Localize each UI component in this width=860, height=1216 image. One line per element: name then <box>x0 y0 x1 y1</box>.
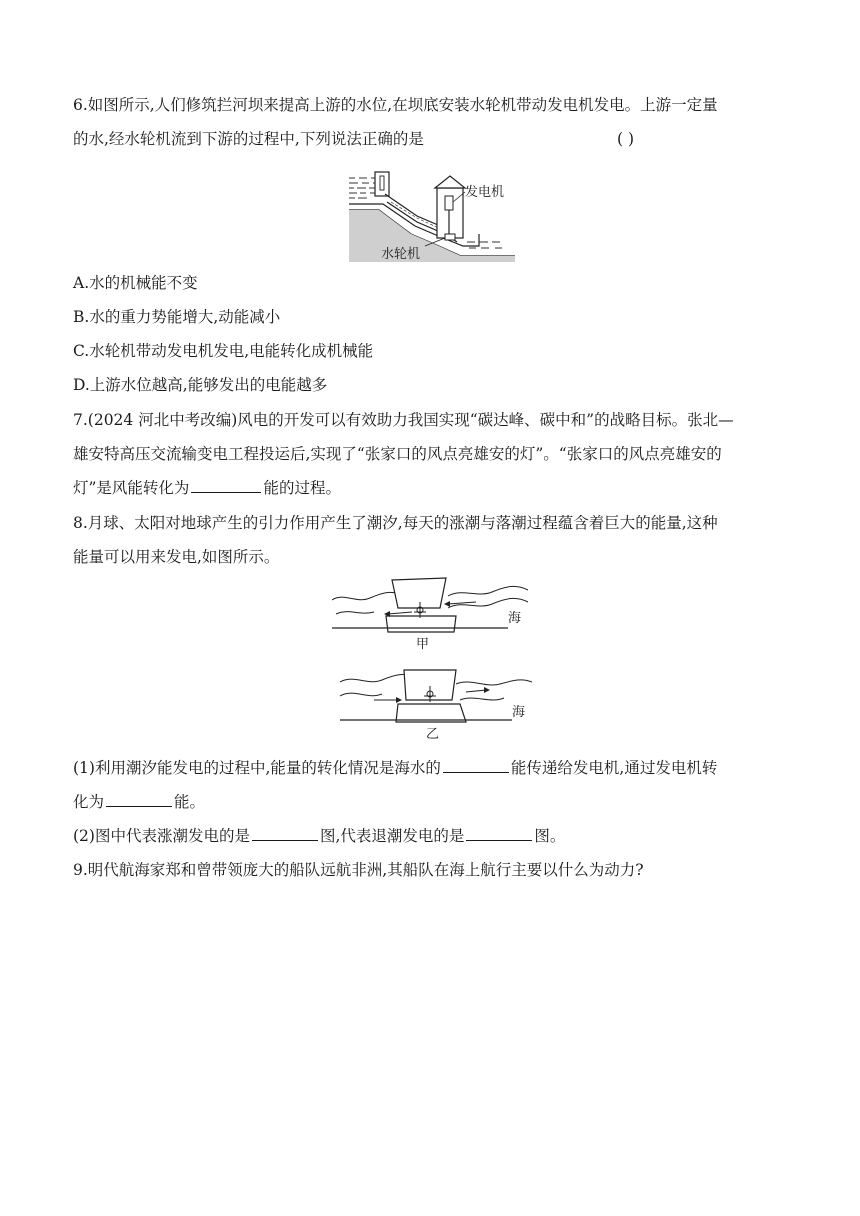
q6-option-d: D.上游水位越高,能够发出的电能越多 <box>73 376 328 394</box>
q8-sub2-blank2[interactable] <box>466 826 532 841</box>
q7-stem-line1: 7.(2024 河北中考改编)风电的开发可以有效助力我国实现“碳达峰、碳中和”的战略目标。张北— <box>73 411 734 429</box>
dam-diagram <box>345 166 517 264</box>
q8-sub2-prefix: (2)图中代表涨潮发电的是 <box>73 827 250 845</box>
q8-sub2-blank1[interactable] <box>252 826 318 841</box>
sea-label-a: 海 <box>508 611 522 626</box>
q7-stem-line2: 雄安特高压交流输变电工程投运后,实现了“张家口的风点亮雄安的灯”。“张家口的风点亮雄安的 <box>73 445 722 463</box>
q8-sub2-suffix: 图。 <box>534 827 566 845</box>
q8-sub1-blank2[interactable] <box>106 792 172 807</box>
q7-line3-prefix: 灯”是风能转化为 <box>73 479 190 497</box>
turbine-label: 水轮机 <box>381 247 421 262</box>
q6-option-c: C.水轮机带动发电机发电,电能转化成机械能 <box>73 342 374 360</box>
q8-sub1-line2-prefix: 化为 <box>73 793 105 811</box>
q8-sub2-middle: 图,代表退潮发电的是 <box>319 827 465 845</box>
sea-label-b: 海 <box>512 705 526 720</box>
q7-stem-line3 <box>73 478 341 498</box>
q8-sub1-blank1[interactable] <box>443 758 509 773</box>
tidal-diagram-b <box>336 664 536 742</box>
q8-stem-line2: 能量可以用来发电,如图所示。 <box>73 548 280 566</box>
q9-stem: 9.明代航海家郑和曾带领庞大的船队远航非洲,其船队在海上航行主要以什么为动力? <box>73 861 644 879</box>
q8-stem-line1: 8.月球、太阳对地球产生的引力作用产生了潮汐,每天的涨潮与落潮过程蕴含着巨大的能量,这种 <box>73 514 718 532</box>
q6-stem-line2: 的水,经水轮机流到下游的过程中,下列说法正确的是 <box>73 130 424 148</box>
q6-stem-line1: 6.如图所示,人们修筑拦河坝来提高上游的水位,在坝底安装水轮机带动发电机发电。上游一定量 <box>73 96 718 114</box>
q8-sub1-prefix: (1)利用潮汐能发电的过程中,能量的转化情况是海水的 <box>73 759 441 777</box>
answer-parentheses: ( ) <box>617 130 635 148</box>
q6-option-b: B.水的重力势能增大,动能减小 <box>73 308 281 326</box>
generator-label: 发电机 <box>465 185 505 200</box>
caption-jia: 甲 <box>416 637 430 652</box>
q8-sub1-middle: 能传递给发电机,通过发电机转 <box>510 759 718 777</box>
q8-sub1-line2 <box>73 792 205 812</box>
q7-line3-suffix: 能的过程。 <box>263 479 341 497</box>
caption-yi: 乙 <box>426 727 440 742</box>
q8-sub2 <box>73 826 565 846</box>
q8-sub1-line1 <box>73 758 717 778</box>
q8-sub1-line2-suffix: 能。 <box>174 793 206 811</box>
q7-answer-blank[interactable] <box>191 478 261 493</box>
q6-option-a: A.水的机械能不变 <box>73 274 198 292</box>
tidal-diagram-a <box>328 574 532 654</box>
